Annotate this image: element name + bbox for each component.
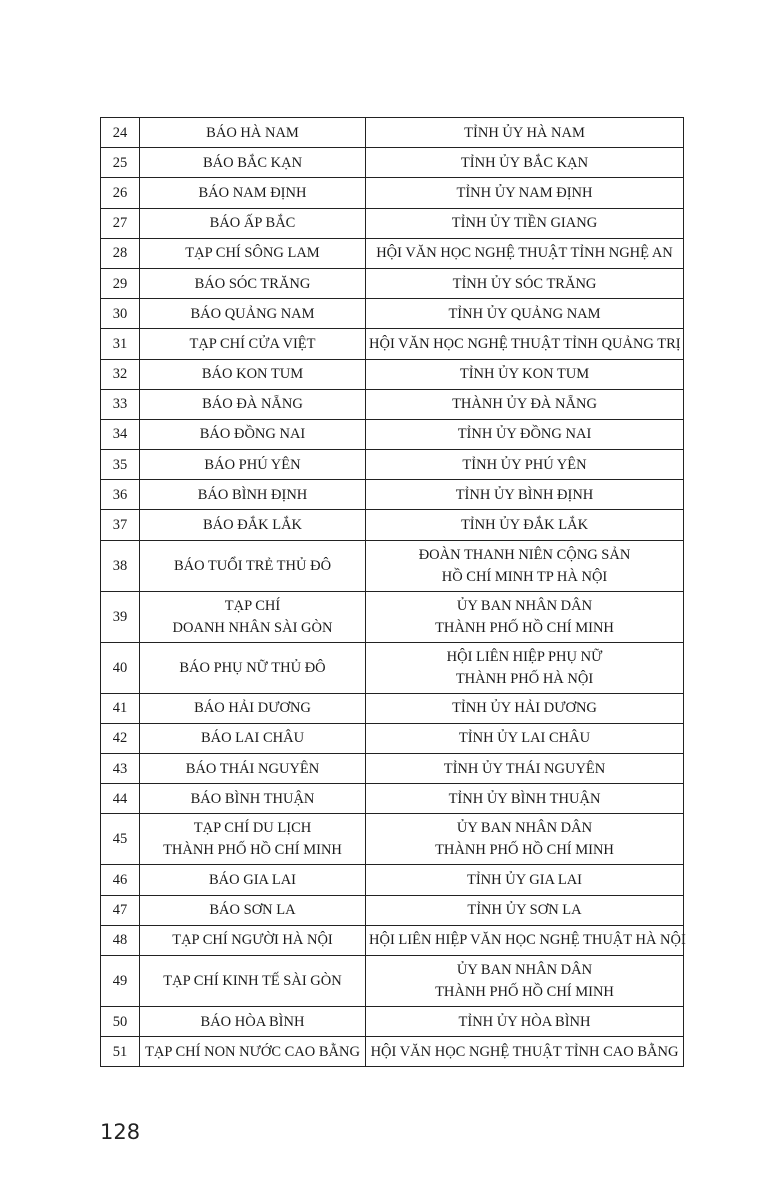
row-number: 24 [101, 118, 140, 148]
publication-name-cell [140, 480, 366, 510]
publication-name-cell [140, 591, 366, 642]
governing-body-line: TỈNH ỦY HÒA BÌNH [458, 1013, 591, 1030]
publication-name-cell [140, 723, 366, 753]
table-row [101, 299, 684, 329]
table-row [101, 208, 684, 238]
publication-name-cell [140, 178, 366, 208]
governing-body-cell [366, 359, 684, 389]
row-number: 28 [101, 238, 140, 268]
governing-body-line: TỈNH ỦY BÌNH THUẬN [448, 790, 601, 807]
table-row [101, 1006, 684, 1036]
governing-body-cell [366, 955, 684, 1006]
table-row [101, 895, 684, 925]
governing-body-cell [366, 1037, 684, 1067]
publication-name-line: BÁO QUẢNG NAM [190, 305, 315, 322]
governing-body-line: THÀNH PHỐ HỒ CHÍ MINH [435, 842, 614, 859]
governing-body-cell [366, 238, 684, 268]
row-number: 33 [101, 389, 140, 419]
publication-name-cell [140, 419, 366, 449]
governing-body-line: HỘI LIÊN HIỆP PHỤ NỮ [446, 648, 603, 665]
governing-body-cell [366, 895, 684, 925]
publication-name-line: BÁO HÀ NAM [206, 124, 299, 141]
governing-body-cell [366, 480, 684, 510]
publication-name-cell [140, 510, 366, 540]
governing-body-line: ĐOÀN THANH NIÊN CỘNG SẢN [418, 546, 631, 563]
publication-name-line: BÁO BẮC KẠN [202, 154, 303, 171]
row-number: 37 [101, 510, 140, 540]
governing-body-line: ỦY BAN NHÂN DÂN [456, 961, 593, 978]
governing-body-cell [366, 784, 684, 814]
table-row [101, 925, 684, 955]
governing-body-line: TỈNH ỦY NAM ĐỊNH [456, 184, 593, 201]
table-row [101, 510, 684, 540]
governing-body-line: TỈNH ỦY QUẢNG NAM [448, 305, 601, 322]
governing-body-line: TỈNH ỦY ĐẮK LẮK [460, 517, 589, 534]
table-row [101, 419, 684, 449]
governing-body-line: TỈNH ỦY BẮC KẠN [460, 154, 589, 171]
row-number: 26 [101, 178, 140, 208]
governing-body-line: THÀNH PHỐ HỒ CHÍ MINH [435, 619, 614, 636]
page-number: 128 [100, 1120, 141, 1144]
table-row [101, 238, 684, 268]
publication-name-line: TẠP CHÍ SÔNG LAM [185, 245, 320, 262]
governing-body-cell [366, 208, 684, 238]
publication-name-cell [140, 540, 366, 591]
publication-name-line: BÁO BÌNH ĐỊNH [197, 486, 308, 503]
table-row [101, 268, 684, 298]
governing-body-cell [366, 299, 684, 329]
governing-body-line: TỈNH ỦY TIỀN GIANG [451, 215, 598, 232]
row-number: 41 [101, 693, 140, 723]
governing-body-cell [366, 723, 684, 753]
publication-name-line: BÁO THÁI NGUYÊN [185, 760, 320, 777]
governing-body-cell [366, 925, 684, 955]
publication-name-cell [140, 118, 366, 148]
governing-body-cell [366, 591, 684, 642]
governing-body-line: THÀNH ỦY ĐÀ NẴNG [452, 396, 597, 413]
row-number: 38 [101, 540, 140, 591]
governing-body-cell [366, 329, 684, 359]
publication-name-line: BÁO PHỤ NỮ THỦ ĐÔ [179, 659, 326, 676]
governing-body-cell [366, 178, 684, 208]
publication-name-line: BÁO NAM ĐỊNH [198, 184, 307, 201]
row-number: 40 [101, 642, 140, 693]
row-number: 39 [101, 591, 140, 642]
table-row [101, 723, 684, 753]
row-number: 35 [101, 450, 140, 480]
publication-name-line: DOANH NHÂN SÀI GÒN [172, 619, 333, 636]
governing-body-line: TỈNH ỦY SÓC TRĂNG [452, 275, 597, 292]
publication-name-line: BÁO PHÚ YÊN [204, 456, 301, 473]
publication-name-cell [140, 450, 366, 480]
publication-name-cell [140, 693, 366, 723]
publication-name-line: BÁO TUỔI TRẺ THỦ ĐÔ [173, 557, 332, 574]
row-number: 46 [101, 865, 140, 895]
row-number: 34 [101, 419, 140, 449]
table-row [101, 148, 684, 178]
table-row [101, 814, 684, 865]
publication-name-cell [140, 389, 366, 419]
governing-body-line: TỈNH ỦY KON TUM [459, 366, 590, 383]
publication-name-cell [140, 784, 366, 814]
table-row [101, 642, 684, 693]
governing-body-line: THÀNH PHỐ HỒ CHÍ MINH [435, 983, 614, 1000]
publication-name-cell [140, 865, 366, 895]
governing-body-cell [366, 865, 684, 895]
row-number: 42 [101, 723, 140, 753]
publication-name-cell [140, 359, 366, 389]
governing-body-cell [366, 450, 684, 480]
governing-body-cell [366, 510, 684, 540]
governing-body-line: ỦY BAN NHÂN DÂN [456, 820, 593, 837]
publication-name-line: BÁO GIA LAI [209, 871, 296, 888]
publication-name-cell [140, 299, 366, 329]
governing-body-line: HỘI LIÊN HIỆP VĂN HỌC NGHỆ THUẬT HÀ NỘI [369, 932, 686, 949]
publication-name-line: BÁO SÓC TRĂNG [194, 275, 311, 292]
governing-body-cell [366, 814, 684, 865]
publication-name-cell [140, 268, 366, 298]
table-row [101, 693, 684, 723]
row-number: 27 [101, 208, 140, 238]
governing-body-line: HỘI VĂN HỌC NGHỆ THUẬT TỈNH CAO BẰNG [370, 1043, 679, 1060]
governing-body-line: TỈNH ỦY LAI CHÂU [458, 730, 591, 747]
governing-body-cell [366, 148, 684, 178]
table-row [101, 754, 684, 784]
table-row [101, 178, 684, 208]
publication-name-cell [140, 642, 366, 693]
governing-body-line: TỈNH ỦY THÁI NGUYÊN [443, 760, 606, 777]
publication-table [100, 117, 684, 1067]
governing-body-line: TỈNH ỦY HẢI DƯƠNG [452, 700, 597, 717]
table-row [101, 389, 684, 419]
governing-body-line: HỘI VĂN HỌC NGHỆ THUẬT TỈNH NGHỆ AN [376, 245, 673, 262]
publication-name-cell [140, 329, 366, 359]
row-number: 25 [101, 148, 140, 178]
publication-name-cell [140, 1037, 366, 1067]
publication-name-cell [140, 238, 366, 268]
publication-name-line: BÁO ẤP BẮC [209, 215, 296, 232]
governing-body-cell [366, 754, 684, 784]
row-number: 29 [101, 268, 140, 298]
row-number: 45 [101, 814, 140, 865]
table-row [101, 1037, 684, 1067]
row-number: 47 [101, 895, 140, 925]
publication-name-line: TẠP CHÍ NGƯỜI HÀ NỘI [172, 932, 333, 949]
publication-name-line: BÁO KON TUM [201, 366, 304, 383]
governing-body-line: TỈNH ỦY BÌNH ĐỊNH [455, 486, 594, 503]
publication-name-line: BÁO ĐÀ NẴNG [202, 396, 303, 413]
publication-name-cell [140, 1006, 366, 1036]
table-row [101, 118, 684, 148]
governing-body-cell [366, 268, 684, 298]
publication-name-cell [140, 895, 366, 925]
governing-body-line: TỈNH ỦY HÀ NAM [464, 124, 585, 141]
publication-name-line: BÁO ĐỒNG NAI [199, 426, 306, 443]
publication-name-line: BÁO LAI CHÂU [200, 730, 305, 747]
publication-name-line: BÁO ĐẮK LẮK [202, 517, 303, 534]
row-number: 51 [101, 1037, 140, 1067]
governing-body-line: TỈNH ỦY ĐỒNG NAI [457, 426, 592, 443]
table-row [101, 784, 684, 814]
publication-name-line: BÁO BÌNH THUẬN [190, 790, 315, 807]
governing-body-line: ỦY BAN NHÂN DÂN [456, 597, 593, 614]
publication-name-line: BÁO HẢI DƯƠNG [194, 700, 311, 717]
table-row [101, 591, 684, 642]
governing-body-cell [366, 419, 684, 449]
publication-table-body [101, 118, 684, 1067]
row-number: 43 [101, 754, 140, 784]
governing-body-cell [366, 693, 684, 723]
publication-name-line: TẠP CHÍ KINH TẾ SÀI GÒN [163, 972, 342, 989]
table-row [101, 955, 684, 1006]
governing-body-cell [366, 1006, 684, 1036]
publication-name-cell [140, 814, 366, 865]
row-number: 44 [101, 784, 140, 814]
governing-body-line: TỈNH ỦY SƠN LA [467, 902, 582, 919]
publication-name-cell [140, 925, 366, 955]
table-row [101, 540, 684, 591]
publication-name-line: BÁO HÒA BÌNH [200, 1013, 305, 1030]
governing-body-cell [366, 642, 684, 693]
publication-name-line: THÀNH PHỐ HỒ CHÍ MINH [163, 842, 342, 859]
table-row [101, 865, 684, 895]
governing-body-cell [366, 118, 684, 148]
row-number: 50 [101, 1006, 140, 1036]
table-row [101, 359, 684, 389]
row-number: 49 [101, 955, 140, 1006]
row-number: 30 [101, 299, 140, 329]
publication-name-cell [140, 955, 366, 1006]
publication-name-cell [140, 754, 366, 784]
publication-name-line: TẠP CHÍ DU LỊCH [193, 820, 312, 837]
table-row [101, 329, 684, 359]
row-number: 36 [101, 480, 140, 510]
publication-name-cell [140, 148, 366, 178]
governing-body-cell [366, 389, 684, 419]
governing-body-line: TỈNH ỦY PHÚ YÊN [462, 456, 587, 473]
publication-name-cell [140, 208, 366, 238]
publication-name-line: TẠP CHÍ CỬA VIỆT [189, 335, 316, 352]
publication-name-line: TẠP CHÍ [224, 597, 281, 614]
table-row [101, 480, 684, 510]
governing-body-line: THÀNH PHỐ HÀ NỘI [455, 670, 594, 687]
governing-body-line: HỒ CHÍ MINH TP HÀ NỘI [441, 568, 608, 585]
row-number: 31 [101, 329, 140, 359]
governing-body-line: HỘI VĂN HỌC NGHỆ THUẬT TỈNH QUẢNG TRỊ [369, 335, 681, 352]
row-number: 32 [101, 359, 140, 389]
governing-body-cell [366, 540, 684, 591]
publication-name-line: BÁO SƠN LA [209, 902, 296, 919]
governing-body-line: TỈNH ỦY GIA LAI [466, 871, 583, 888]
row-number: 48 [101, 925, 140, 955]
publication-name-line: TẠP CHÍ NON NƯỚC CAO BẰNG [145, 1043, 360, 1060]
table-row [101, 450, 684, 480]
